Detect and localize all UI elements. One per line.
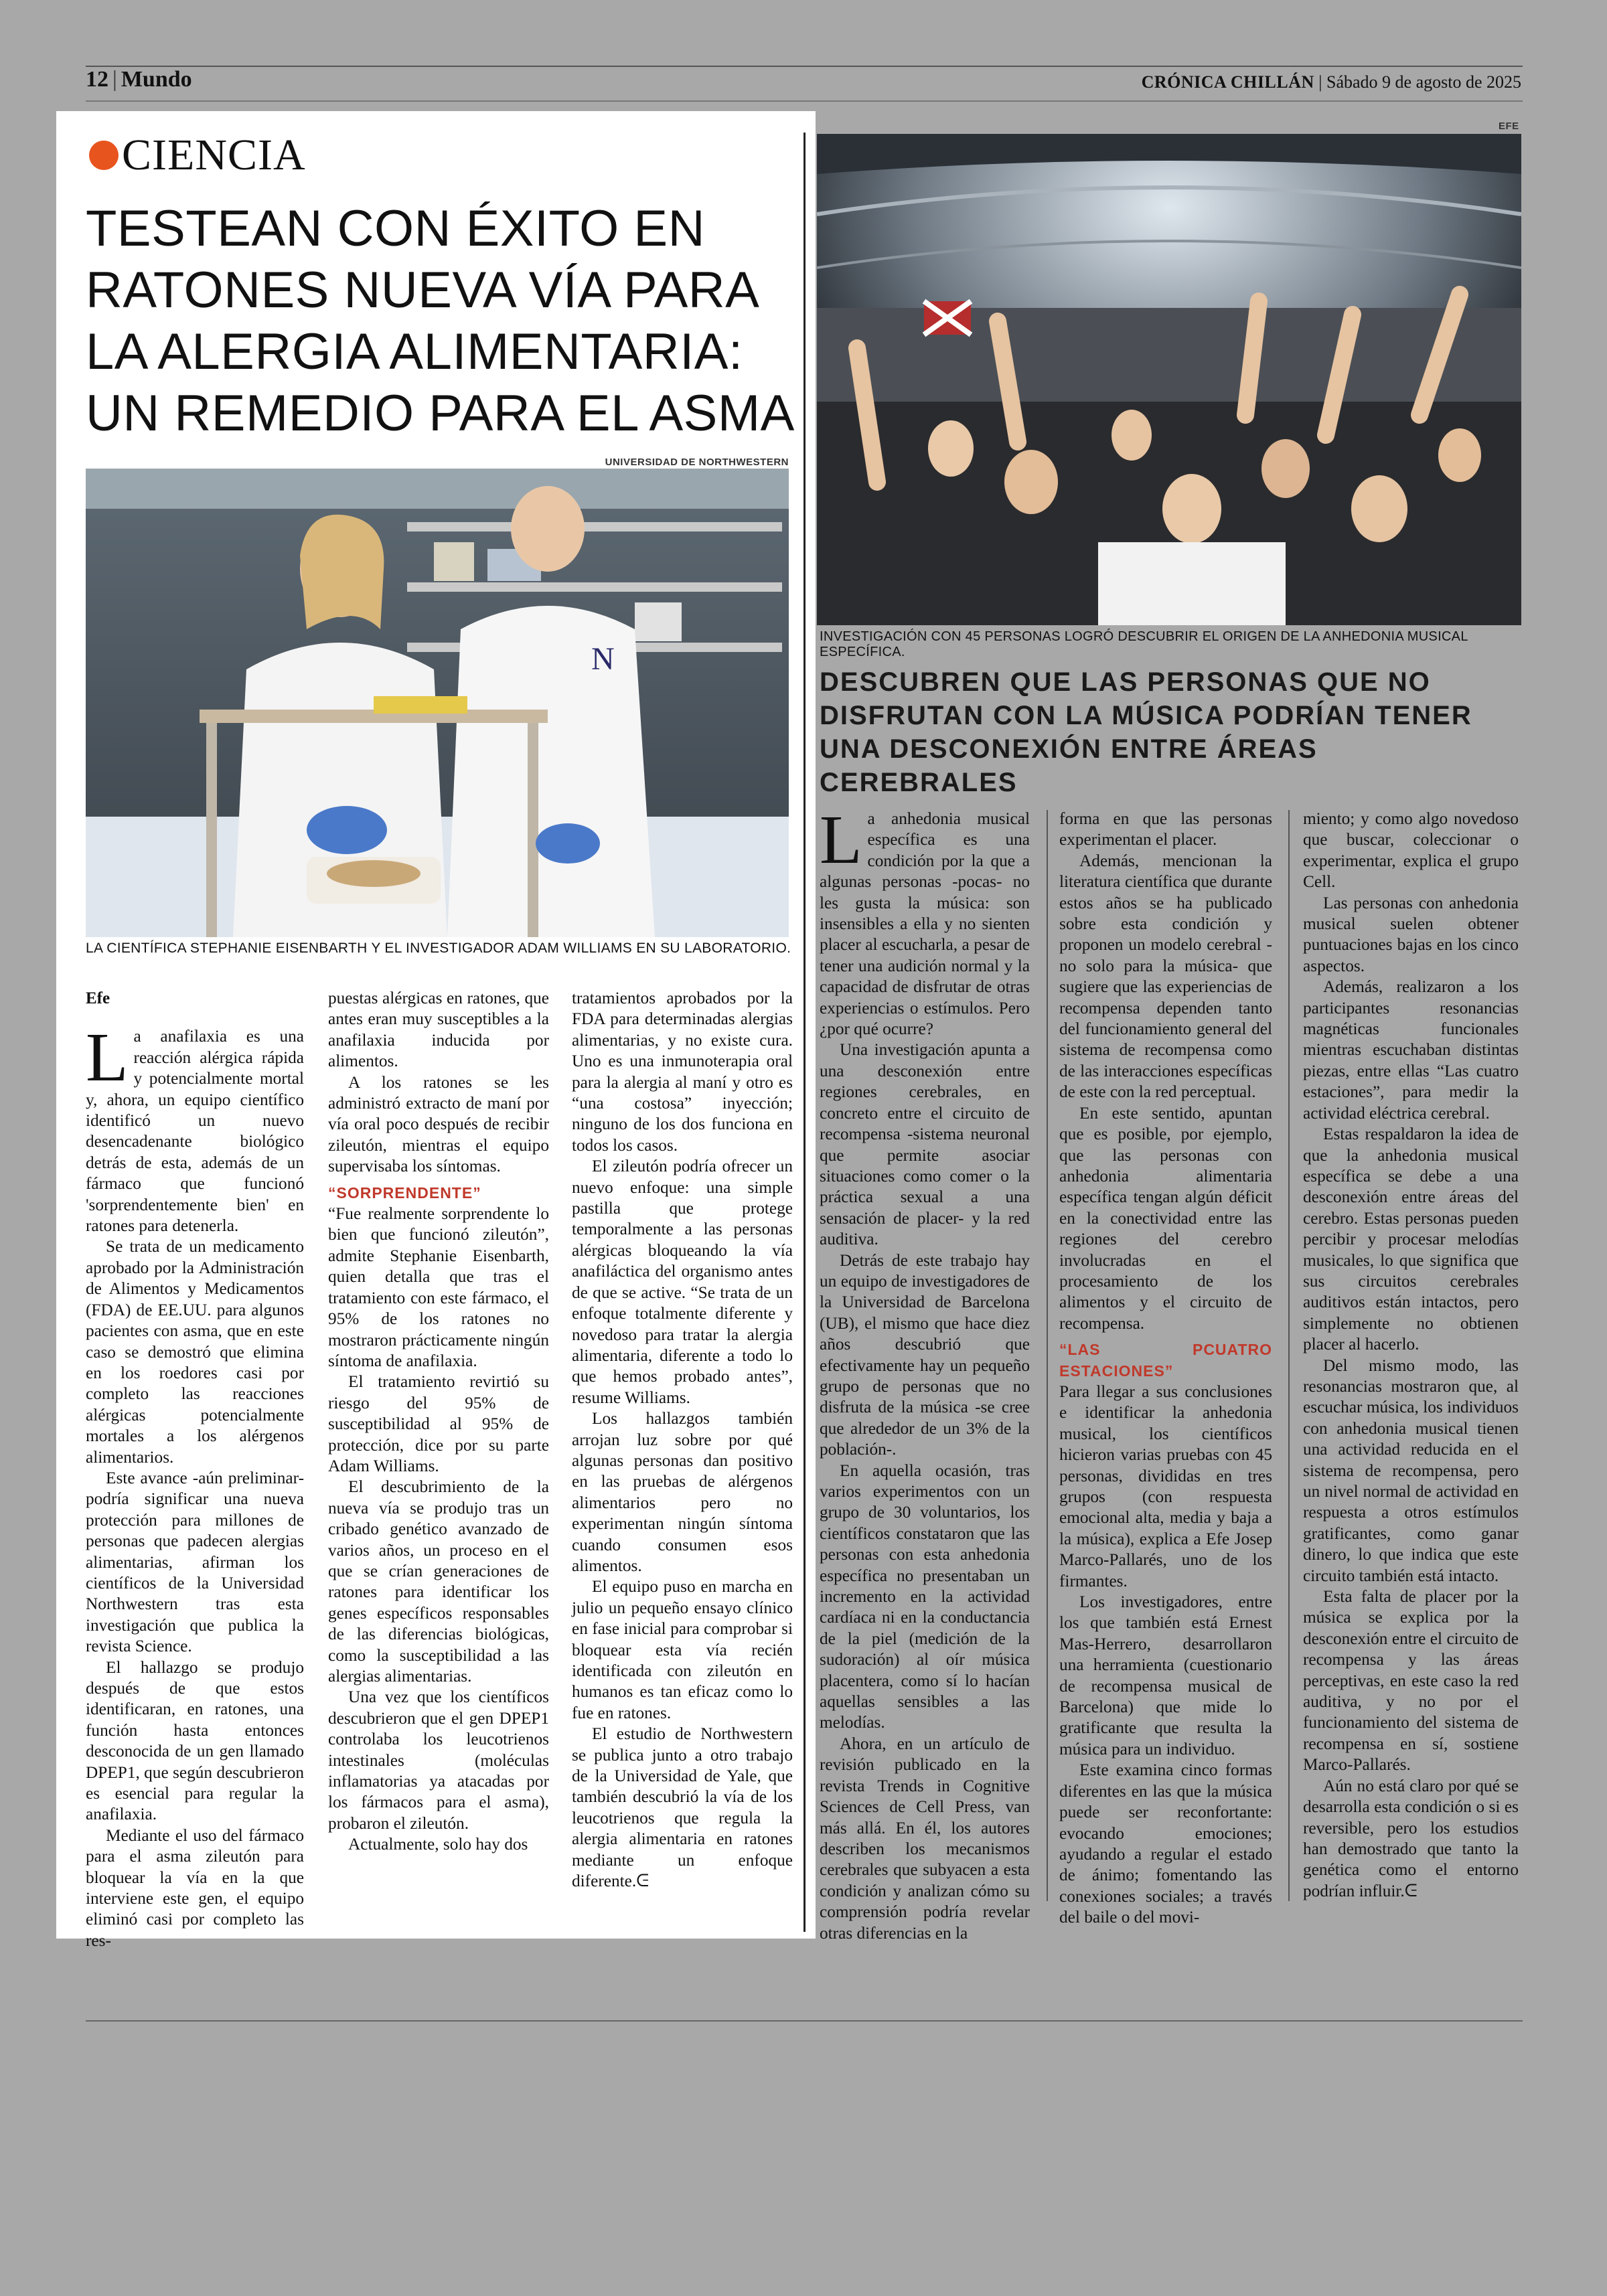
paragraph: Este avance -aún preliminar- podría significar una nueva protección para millones de personas que padecen alergias alimentarias, afirman los científicos de la Universidad Northwestern tras esta investigación que publica la revista Science. [86, 1468, 304, 1656]
paragraph: Este examina cinco formas diferentes en las que la música puede ser reconfortante: evocando emociones; ayudando a regular el estado de ánimo; fomentando las conexiones sociales; a través del baile o del movi- [1059, 1760, 1272, 1927]
paragraph: Estas respaldaron la idea de que la anhedonia musical específica se debe a una desconexión entre áreas del cerebro. Estas personas pueden percibir y procesar melodías musicales, lo que significa que sus circuitos cerebrales auditivos están intactos, pero simplemente no obtienen placer al hacerlo. [1303, 1125, 1519, 1354]
paragraph: Se trata de un medicamento aprobado por la Administración de Alimentos y Medicamentos (FDA) de EE.UU. para algunos pacientes con asma, que en este caso se demostró que elimina en los roedores casi por completo las reacciones alérgicas potencialmente mortales a los alérgenos alimentarios. [86, 1237, 304, 1467]
photo-credit-2: EFE [1499, 120, 1519, 132]
paragraph: El tratamiento revirtió su riesgo del 95% de susceptibilidad al 95% de protección, dice por su parte Adam Williams. [328, 1372, 549, 1475]
paragraph: A los ratones se les administró extracto de maní por vía oral poco después de recibir zileutón, mientras el equipo supervisaba los síntomas. [328, 1072, 549, 1176]
newspaper-name: CRÓNICA CHILLÁN [1141, 72, 1314, 92]
paragraph: forma en que las personas experimentan el placer. [1059, 809, 1272, 849]
paragraph: Además, realizaron a los participantes resonancias magnéticas funcionales mientras escuchaban distintas piezas, entre ellas “Las cuatro estaciones”, para medir la actividad eléctrica cerebral. [1303, 977, 1519, 1123]
paragraph: Ahora, en un artículo de revisión publicado en la revista Trends in Cognitive Sciences de Cell Press, van más allá. En él, los autores describen los mecanismos cerebrales que subyacen a esta condición y analizan cómo su comprensión podría revelar otras diferencias en la [820, 1734, 1030, 1943]
end-mark-icon: ᕮ [1404, 1881, 1418, 1900]
paragraph: Una vez que los científicos descubrieron que el gen DPEP1 controlaba los leucotrienos intestinales (moléculas inflamatorias ya atacadas por los fármacos para el asma), probaron el zileutón. [328, 1688, 549, 1833]
paragraph [86, 1019, 304, 1236]
paragraph: Mediante el uso del fármaco para el asma zileutón para bloquear la vía en la que interviene este gen, el equipo eliminó casi por completo las res- [86, 1825, 304, 1950]
paragraph: El descubrimiento de la nueva vía se produjo tras un cribado genético avanzado de varios años, un proceso en el que se crían generaciones de ratones para identificar los genes específicos responsables de las diferencias biológicas, como la susceptibilidad a las alergias alimentarias. [328, 1477, 549, 1686]
paragraph: Detrás de este trabajo hay un equipo de investigadores de la Universidad de Barcelona (UB), el mismo que hace diez años descubrió que efectivamente hay un pequeño grupo de personas que no disfruta de la música -se cree que alrededor de un 3% de la población-. [820, 1250, 1030, 1459]
photo-caption: LA CIENTÍFICA STEPHANIE EISENBARTH Y EL INVESTIGADOR ADAM WILLIAMS EN SU LABORATORIO. [86, 940, 791, 956]
photo-caption-2: INVESTIGACIÓN CON 45 PERSONAS LOGRÓ DESCUBRIR EL ORIGEN DE LA ANHEDONIA MUSICAL ESPECÍFICA. [820, 629, 1468, 659]
page-number: 12 [86, 67, 108, 92]
article2-column-3 [1303, 809, 1519, 1902]
article-headline: TESTEAN CON ÉXITO EN RATONES NUEVA VÍA PARA LA ALERGIA ALIMENTARIA: UN REMEDIO PARA EL ASMA [86, 200, 795, 442]
subheading: “SORPRENDENTE” [328, 1183, 481, 1202]
lab-photo [86, 469, 789, 937]
article-headline-2: DESCUBREN QUE LAS PERSONAS QUE NO DISFRUTAN CON LA MÚSICA PODRÍAN TENER UNA DESCONEXIÓN ENTRE ÁREAS CEREBRALES [820, 667, 1472, 797]
paragraph-text: El estudio de Northwestern se publica junto a otro trabajo de la Universidad de Yale, que también descubrió la vía de los leucotrienos que regula la alergia alimentaria en ratones mediante un enfoque diferente. [572, 1724, 793, 1891]
page-bottom-rule [86, 2020, 1523, 2022]
section-label: CIENCIA [122, 131, 306, 179]
paragraph: Los investigadores, entre los que también está Ernest Mas-Herrero, desarrollaron una herramienta (cuestionario de recompensa musical de Barcelona) que mide lo gratificante que resulta la música para un individuo. [1059, 1592, 1272, 1758]
section-dot-icon [89, 141, 119, 170]
paragraph: El hallazgo se produjo después de que estos identificaran, en ratones, una función hasta entonces desconocida de un gen llamado DPEP1, que según descubrieron es esencial para regular la anafilaxia. [86, 1657, 304, 1824]
dropcap: L [820, 801, 862, 878]
paragraph: En aquella ocasión, tras varios experimentos con un grupo de 30 voluntarios, los científicos constataron que las personas con esta anhedonia específica no presentaban un incremento en la actividad cardíaca ni en la conductancia de la piel (medición de la sudoración) al oír música placentera, como sí lo hacían aquellas sensibles a las melodías. [820, 1461, 1030, 1732]
dropcap: L [86, 1019, 129, 1096]
paragraph-text: Aún no está claro por qué se desarrolla esta condición o si es reversible, pero los estudios han demostrado que tanto la genética como el entorno podrían influir. [1303, 1776, 1519, 1900]
header-top-rule [86, 66, 1523, 67]
paragraph: El zileutón podría ofrecer un nuevo enfoque: una simple pastilla que protege temporalmente a las personas alérgicas bloqueando la vía anafiláctica del organismo antes de que se active. “Se trata de un enfoque totalmente diferente y novedoso para tratar la alergia alimentaria, diferente a todo lo que hemos probado antes”, resume Williams. [572, 1157, 793, 1407]
column-divider [1288, 810, 1290, 1901]
paragraph: tratamientos aprobados por la FDA para determinadas alergias alimentarias, y no existe cura. Uno es una inmunoterapia oral para la alergia al maní y otro es “una costosa” inyección; ninguno de los dos funciona en todos los casos. [572, 989, 793, 1155]
paragraph: Para llegar a sus conclusiones e identificar la anhedonia musical, los científicos hicieron varias pruebas con 45 personas, divididas en tres grupos (con respuesta emocional alta, media y baja a la música), explica a Efe Josep Marco-Pallarés, uno de los firmantes. [1059, 1382, 1272, 1590]
issue-date: Sábado 9 de agosto de 2025 [1326, 72, 1521, 92]
paragraph: Del mismo modo, las resonancias mostraron que, al escuchar música, los individuos con anhedonia musical tienen una actividad reducida en el sistema de recompensa, pero un nivel normal de actividad en respuesta a otros estímulos gratificantes, como ganar dinero, lo que indica que este circuito también está intacto. [1303, 1356, 1519, 1585]
concert-photo [817, 134, 1521, 625]
paragraph: Las personas con anhedonia musical suelen obtener puntuaciones bajas en los cinco aspectos. [1303, 893, 1519, 975]
paragraph: “Fue realmente sorprendente lo bien que funcionó zileutón”, admite Stephanie Eisenbarth, quien detalla que tras el tratamiento con este fármaco, el 95% de los ratones no mostraron prácticamente ningún síntoma de anafilaxia. [328, 1204, 549, 1370]
paragraph: Además, mencionan la literatura científica que durante estos años se ha publicado sobre esta condición y proponen un modelo cerebral -no solo para la música- que sugiere que las experiencias de recompensa dependen tanto del funcionamiento general del sistema de recompensa como de las interacciones específicas de este con la red perceptual. [1059, 851, 1272, 1102]
paragraph-text: a anafilaxia es una reacción alérgica rápida y potencialmente mortal y, ahora, un equipo científico identificó un nuevo desencadenante biológico detrás de esta, además de un fármaco que funcionó 'sorprendentemente bien' en ratones para detenerla. [86, 1027, 304, 1236]
paragraph: En este sentido, apuntan que es posible, por ejemplo, que las personas con anhedonia alimentaria específica tengan algún déficit en la conectividad entre las regiones del cerebro involucradas en el procesamiento de los alimentos y el circuito de recompensa. [1059, 1103, 1272, 1333]
paragraph [1303, 1776, 1519, 1902]
paragraph: El equipo puso en marcha en julio un pequeño ensayo clínico en fase inicial para comprobar si bloquear esta vía recién identificada con zileutón en humanos es tan eficaz como lo fue en ratones. [572, 1577, 793, 1722]
paragraph: Una investigación apunta a una desconexión entre regiones cerebrales, en concreto entre el circuito de recompensa -sistema neuronal que permite asociar situaciones como comer o la práctica sexual a una sensación de placer- y la red auditiva. [820, 1040, 1030, 1249]
concert-photo-illustration [817, 134, 1521, 625]
header-bottom-rule [86, 100, 1523, 102]
article2-column-2 [1059, 809, 1272, 1929]
section-name: Mundo [121, 67, 192, 92]
article1-column-3 [572, 988, 793, 1892]
subheading: “LAS PCUATRO ESTACIONES” [1059, 1341, 1272, 1380]
paragraph: puestas alérgicas en ratones, que antes eran muy susceptibles a la anafilaxia inducida por alimentos. [328, 989, 549, 1071]
byline: Efe [86, 989, 110, 1007]
page-header-right: CRÓNICA CHILLÁN | Sábado 9 de agosto de 2025 [1141, 72, 1521, 92]
paragraph: Actualmente, solo hay dos [348, 1835, 528, 1854]
paragraph: miento; y como algo novedoso que buscar, coleccionar o experimentar, explica el grupo Cell. [1303, 809, 1519, 892]
end-mark-icon: ᕮ [636, 1872, 649, 1891]
column-divider [1047, 810, 1048, 1901]
svg-text:N: N [591, 641, 615, 677]
paragraph: Esta falta de placer por la música se explica por la desconexión entre el circuito de recompensa y las áreas perceptivas, en este caso la red auditiva, y no por el funcionamiento del sistema de recompensa en sí, sostiene Marco-Pallarés. [1303, 1587, 1519, 1775]
article1-column-2 [328, 988, 549, 1856]
paragraph [820, 801, 1030, 1040]
article2-column-1 [820, 801, 1030, 1944]
paragraph [572, 1724, 793, 1892]
photo-credit: UNIVERSIDAD DE NORTHWESTERN [605, 457, 789, 468]
panel-divider [804, 133, 806, 1932]
article1-column-1 [86, 988, 304, 1951]
paragraph: Los hallazgos también arrojan luz sobre por qué algunas personas dan positivo en las pruebas de alérgenos alimentarios pero no experimentan ningún síntoma cuando consumen esos alimentos. [572, 1409, 793, 1575]
page-header-left: 12 | Mundo [86, 67, 192, 92]
paragraph-text: a anhedonia musical específica es una condición por la que a algunas personas -pocas- no les gusta la música: son insensibles a ella y no sienten placer al escucharla, a pesar de tener una audición normal y la capacidad de disfrutar de otras experiencias o estímulos. Pero ¿por qué ocurre? [820, 809, 1030, 1039]
lab-photo-illustration [86, 469, 789, 937]
